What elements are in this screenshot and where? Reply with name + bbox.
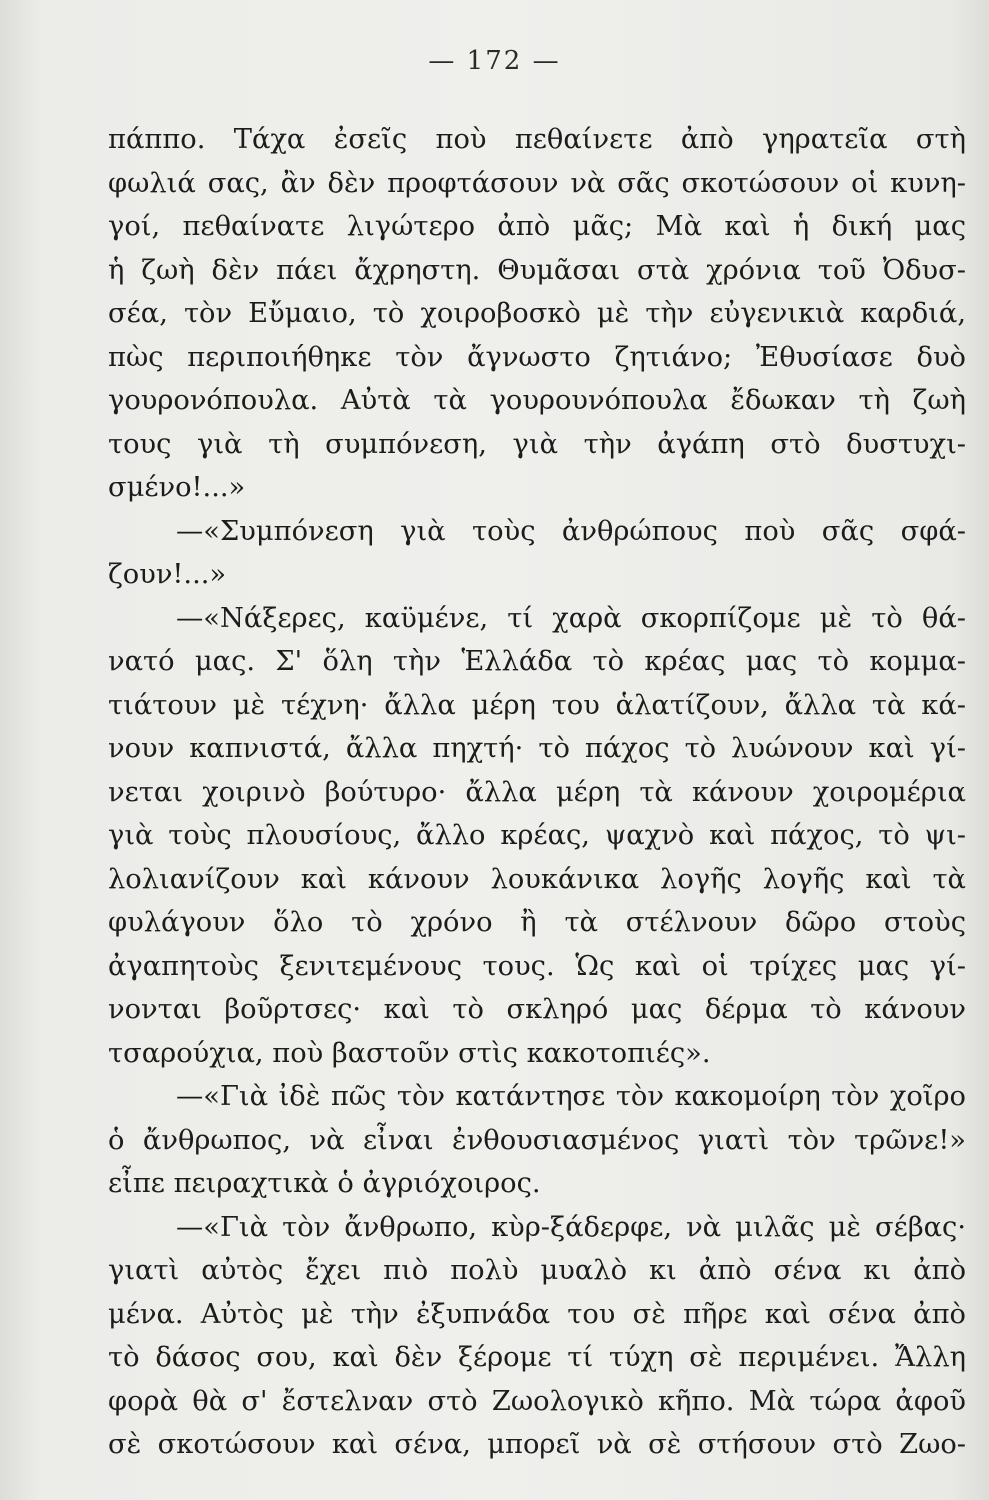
text-line: τους γιὰ τὴ συμπόνεση, γιὰ τὴν ἀγάπη στὸ δυστυχι-: [108, 428, 966, 460]
text-line: γουρονόπουλα. Αὐτὰ τὰ γουρουνόπουλα ἔδωκαν τὴ ζωὴ: [108, 385, 966, 416]
text-line: φωλιά σας, ἂν δὲν προφτάσουν νὰ σᾶς σκοτώσουν οἱ κυνη-: [108, 167, 966, 199]
page-number: — 172 —: [428, 46, 561, 76]
text-line: ἀγαπητοὺς ξενιτεμένους τους. Ὡς καὶ οἱ τρίχες μας γί-: [108, 950, 966, 982]
text-line: σμένο!...»: [108, 472, 246, 503]
text-line: νατό μας. Σ' ὅλη τὴν Ἑλλάδα τὸ κρέας μας τὸ κομμα-: [108, 646, 966, 677]
text-line: ἡ ζωὴ δὲν πάει ἄχρηστη. Θυμᾶσαι στὰ χρόνια τοῦ Ὀδυσ-: [108, 254, 966, 286]
text-line: νουν καπνιστά, ἄλλα πηχτή· τὸ πάχος τὸ λυώνουν καὶ γί-: [108, 733, 966, 764]
text-line: σὲ σκοτώσουν καὶ σένα, μπορεῖ νὰ σὲ στήσουν στὸ Ζωο-: [108, 1429, 966, 1460]
text-line: —«Νάξερες, καϋμένε, τί χαρὰ σκορπίζομε μὲ τὸ θά-: [176, 602, 966, 634]
text-line: ὁ ἄνθρωπος, νὰ εἶναι ἐνθουσιασμένος γιατὶ τὸν τρῶνε!»: [108, 1124, 966, 1156]
text-line: —«Γιὰ ἰδὲ πῶς τὸν κατάντησε τὸν κακομοίρη τὸν χοῖρο: [176, 1081, 966, 1112]
text-line: τσαρούχια, ποὺ βαστοῦν στὶς κακοτοπιές».: [108, 1037, 711, 1069]
text-line: γιὰ τοὺς πλουσίους, ἄλλο κρέας, ψαχνὸ καὶ πάχος, τὸ ψι-: [108, 820, 966, 851]
text-line: —«Συμπόνεση γιὰ τοὺς ἀνθρώπους ποὺ σᾶς σφά-: [176, 515, 966, 547]
text-line: τιάτουν μὲ τέχνη· ἄλλα μέρη του ἁλατίζουν, ἄλλα τὰ κά-: [108, 689, 966, 721]
body-text: [108, 118, 966, 1467]
text-line: μένα. Αὐτὸς μὲ τὴν ἐξυπνάδα του σὲ πῆρε καὶ σένα ἀπὸ: [108, 1298, 966, 1330]
text-line: λολιανίζουν καὶ κάνουν λουκάνικα λογῆς λογῆς καὶ τὰ: [108, 863, 966, 895]
text-line: σέα, τὸν Εὔμαιο, τὸ χοιροβοσκὸ μὲ τὴν εὐγενικιὰ καρδιά,: [108, 298, 966, 329]
text-line: γοί, πεθαίνατε λιγώτερο ἀπὸ μᾶς; Μὰ καὶ ἡ δική μας: [108, 211, 966, 242]
text-line: φορὰ θὰ σ' ἔστελναν στὸ Ζωολογικὸ κῆπο. Μὰ τώρα ἀφοῦ: [108, 1385, 966, 1417]
text-line: νεται χοιρινὸ βούτυρο· ἄλλα μέρη τὰ κάνουν χοιρομέρια: [108, 776, 966, 808]
text-line: εἶπε πειραχτικὰ ὁ ἀγριόχοιρος.: [108, 1168, 541, 1199]
text-line: —«Γιὰ τὸν ἄνθρωπο, κὺρ-ξάδερφε, νὰ μιλᾶς μὲ σέβας·: [176, 1211, 966, 1243]
text-line: ζουν!...»: [108, 559, 227, 590]
text-line: τὸ δάσος σου, καὶ δὲν ξέρομε τί τύχη σὲ περιμένει. Ἄλλη: [108, 1342, 966, 1373]
text-line: φυλάγουν ὅλο τὸ χρόνο ἢ τὰ στέλνουν δῶρο στοὺς: [108, 907, 966, 938]
text-line: πὼς περιποιήθηκε τὸν ἄγνωστο ζητιάνο; Ἐθυσίασε δυὸ: [108, 341, 966, 373]
text-line: γιατὶ αὐτὸς ἔχει πιὸ πολὺ μυαλὸ κι ἀπὸ σένα κι ἀπὸ: [108, 1255, 966, 1286]
text-line: νονται βοῦρτσες· καὶ τὸ σκληρό μας δέρμα τὸ κάνουν: [108, 994, 966, 1025]
text-line: πάππο. Τάχα ἐσεῖς ποὺ πεθαίνετε ἀπὸ γηρατεῖα στὴ: [108, 124, 966, 155]
